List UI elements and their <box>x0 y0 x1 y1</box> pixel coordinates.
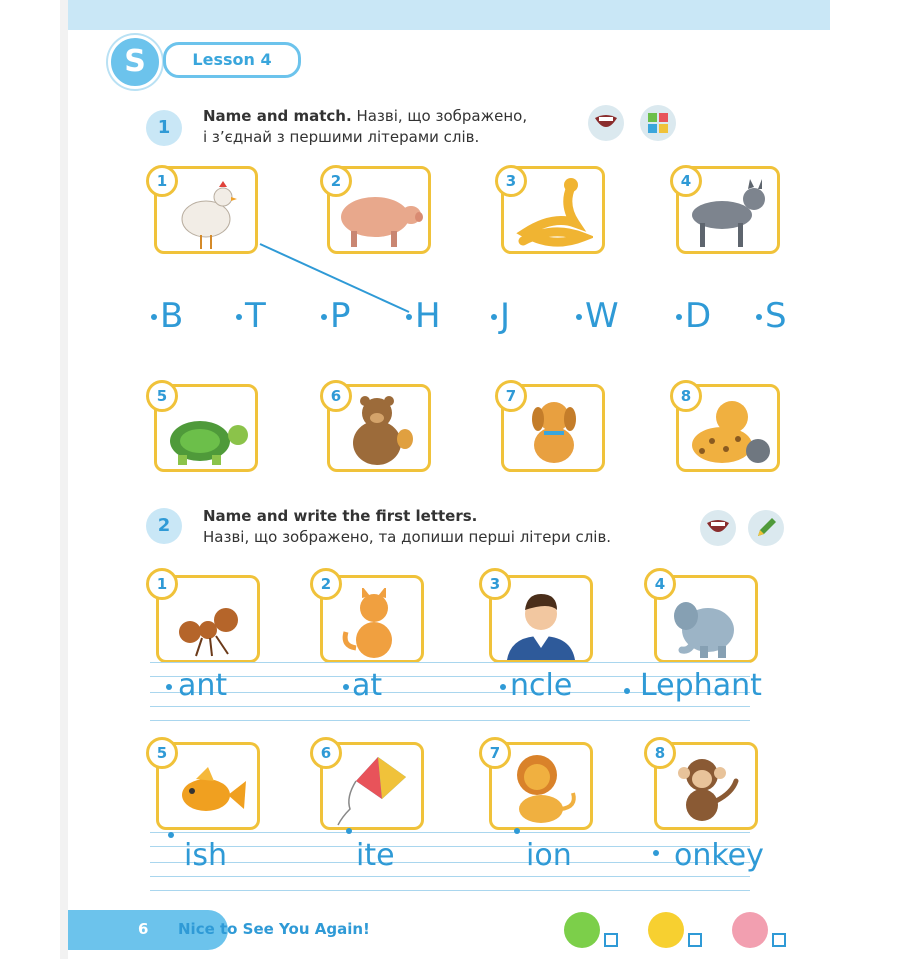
speak-icon <box>700 510 736 546</box>
letter-option: S <box>765 296 787 336</box>
letter-dot[interactable] <box>151 314 157 320</box>
page-gutter <box>60 0 68 959</box>
exercise-2-number: 2 <box>146 508 182 544</box>
writing-line <box>150 832 750 833</box>
sad-face-icon <box>732 912 768 948</box>
self-assess-checkbox[interactable] <box>688 933 702 947</box>
letter-dot[interactable] <box>756 314 762 320</box>
picture-number: 6 <box>310 737 342 769</box>
section-badge: S <box>108 35 162 89</box>
dog-picture <box>518 393 588 469</box>
exercise-1-title-line2: і з’єднай з першими літерами слів. <box>203 128 480 146</box>
blank-marker[interactable] <box>500 684 506 690</box>
uncle-picture <box>501 586 581 660</box>
blank-marker[interactable] <box>343 684 349 690</box>
word-ending: ion <box>526 838 572 873</box>
word-ending: ncle <box>510 668 573 703</box>
letter-option: T <box>245 296 266 336</box>
letter-dot[interactable] <box>576 314 582 320</box>
picture-number: 8 <box>670 380 702 412</box>
picture-number: 1 <box>146 165 178 197</box>
letter-dot[interactable] <box>491 314 497 320</box>
writing-line <box>150 862 750 863</box>
picture-number: 5 <box>146 380 178 412</box>
word-ending: onkey <box>674 838 764 873</box>
exercise-2-title-bold: Name and write the first letters. <box>203 507 478 525</box>
kite-picture <box>332 753 412 827</box>
blank-marker[interactable] <box>624 688 630 694</box>
writing-line <box>150 662 750 663</box>
ant-picture <box>172 596 244 660</box>
happy-face-icon <box>564 912 600 948</box>
picture-number: 1 <box>146 568 178 600</box>
pencil-icon <box>748 510 784 546</box>
letter-dot[interactable] <box>321 314 327 320</box>
picture-number: 5 <box>146 737 178 769</box>
writing-line <box>150 846 750 847</box>
picture-number: 6 <box>320 380 352 412</box>
unit-title: Nice to See You Again! <box>178 920 370 938</box>
picture-number: 7 <box>479 737 511 769</box>
exercise-1-title-bold: Name and match. <box>203 107 352 125</box>
letter-option: B <box>160 296 184 336</box>
monkey-picture <box>666 753 746 827</box>
letter-option: H <box>415 296 441 336</box>
blank-marker[interactable] <box>653 850 659 856</box>
picture-number: 4 <box>644 568 676 600</box>
neutral-face-icon <box>648 912 684 948</box>
page-number: 6 <box>138 920 149 938</box>
letter-option: W <box>585 296 619 336</box>
writing-line <box>150 890 750 891</box>
picture-number: 7 <box>495 380 527 412</box>
cat-picture <box>340 588 404 660</box>
picture-number: 2 <box>310 568 342 600</box>
fish-picture <box>166 763 250 827</box>
picture-number: 3 <box>479 568 511 600</box>
exercise-2-title-line2: Назві, що зображено, та допиши перші літери слів. <box>203 528 612 546</box>
self-assess-checkbox[interactable] <box>772 933 786 947</box>
word-ending: ish <box>184 838 227 873</box>
writing-line <box>150 720 750 721</box>
blank-marker[interactable] <box>166 684 172 690</box>
writing-line <box>150 876 750 877</box>
exercise-2-title <box>203 506 723 548</box>
letter-option: P <box>330 296 351 336</box>
lion-picture <box>501 751 581 827</box>
exercise-1-title-rest: Назві, що зображено, <box>356 107 528 125</box>
picture-number: 3 <box>495 165 527 197</box>
workbook-page <box>68 0 830 959</box>
letter-dot[interactable] <box>236 314 242 320</box>
self-assess-checkbox[interactable] <box>604 933 618 947</box>
word-ending: ant <box>178 668 228 703</box>
bear-picture <box>339 393 419 469</box>
blank-marker[interactable] <box>346 828 352 834</box>
word-ending: ite <box>356 838 395 873</box>
letter-option: J <box>500 296 511 336</box>
lesson-title: Lesson 4 <box>163 42 301 78</box>
elephant-picture <box>666 590 746 660</box>
letter-dot[interactable] <box>676 314 682 320</box>
blank-marker[interactable] <box>168 832 174 838</box>
picture-number: 4 <box>670 165 702 197</box>
blank-marker[interactable] <box>514 828 520 834</box>
letter-dot[interactable] <box>406 314 412 320</box>
word-ending: Lephant <box>640 668 762 703</box>
word-ending: at <box>352 668 383 703</box>
picture-number: 2 <box>320 165 352 197</box>
exercise-1-number: 1 <box>146 110 182 146</box>
turtle-picture <box>158 409 254 469</box>
letter-option: D <box>685 296 712 336</box>
picture-number: 8 <box>644 737 676 769</box>
writing-line <box>150 706 750 707</box>
